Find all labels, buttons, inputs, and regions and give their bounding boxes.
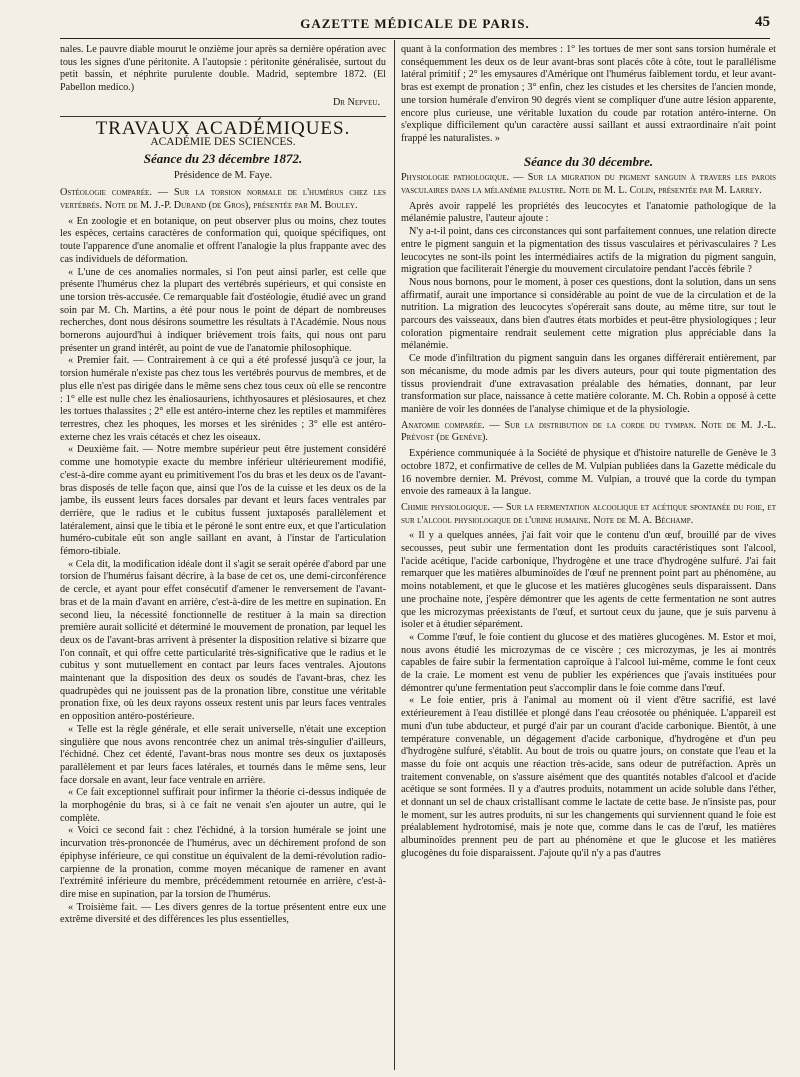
paragraph: Expérience communiquée à la Société de physique et d'histoire naturelle de Genève le 3 octobre 1872, et confirmative de celles de M. Vulpian publiées dans la Gazette médicale du 16 novembre dernier. M. Prévost, comme M. Vulpian, a trouvé que la corde du tympan envoie des rameaux à la langue.: [401, 448, 776, 498]
paragraph: « L'une de ces anomalies normales, si l'on peut ainsi parler, est celle que présente l'humérus chez la plupart des vertébrés supérieurs, et qui consiste en une torsion très-accusée. Ce remarquable fait d'ostéologie, étudié avec un grand soin par M. Ch. Martins, a été pour nous le point de départ de nombreuses recherches, dont nous désirons soumettre les résultats à l'Académie. Nous nous bornerons aujourd'hui à indiquer brièvement trois faits, qui nous ont paru présenter un grand intérêt, au point de vue de l'anatomie philosophique.: [60, 266, 386, 354]
column-divider: [394, 40, 395, 1070]
journal-title: GAZETTE MÉDICALE DE PARIS.: [300, 16, 530, 31]
article-heading: Chimie physiologique. — Sur la fermentation alcoolique et acétique spontanée du foie, et sur l'alcool physiologique de l'urine humaine. Note de M. A. Béchamp.: [401, 501, 776, 526]
paragraph: « Premier fait. — Contrairement à ce qui a été professé jusqu'à ce jour, la torsion humérale n'existe pas chez tous les vertébrés pourvus de membres, et de plus elle n'est pas dirigée dans le même sens chez tous ceux où elle se rencontre : 1° elle est nulle chez les énaliosauriens, ichthyosaures et plésiosaures, et chez les tortues thalassites ; 2° elle est antéro-interne chez les reptiles et mammifères terrestres, chez les phoques, les morses et les sirénides ; 3° elle est antéro-externe chez les vrais cétacés et chez les oiseaux.: [60, 355, 386, 443]
paragraph: « Telle est la règle générale, et elle serait universelle, n'était une exception singulière que nous avons rencontrée chez un animal très-singulier d'ailleurs, l'échidné. Chez cet édenté, l'avant-bras nous montre ses deux os juxtaposés parallèlement et par leurs faces latérales, et tournés dans le même sens, leur face dorsale en avant, leur face ventrale en arrière.: [60, 723, 386, 786]
paragraph: « Deuxième fait. — Notre membre supérieur peut être justement considéré comme une homotypie exacte du membre inférieur ultérieurement modifié, c'est-à-dire comme ayant eu primitivement l'os du bras et les deux os de l'avant-bras disposés de telle façon que, ainsi que l'os de la cuisse et les deux os de la jambe, ils eussent leurs faces dorsales par devant et leurs faces ventrales par derrière, que le radius et le cubitus fussent juxtaposés parallèlement et latéralement, ainsi que le tibia et le péroné le sont entre eux, et que l'articulation huméro-cubitale eût son angle saillant en avant, à l'instar de l'articulation fémoro-tibiale.: [60, 444, 386, 558]
seance-heading: Séance du 23 décembre 1872.: [143, 150, 303, 166]
paragraph: « En zoologie et en botanique, on peut observer plus ou moins, chez toutes les espèces, certains caractères de conformation qui, quoique spécifiques, ont toute l'apparence d'une anomalie et offrent l'analogie la plus frappante avec des cas individuels de déformation.: [60, 215, 386, 265]
author-signature: Dr Nepveu.: [332, 96, 380, 108]
paragraph: N'y a-t-il point, dans ces circonstances qui sont parfaitement connues, une relation directe entre le pigment sanguin et la pigmentation des tissus vasculaires et périvasculaires ? Les leucocytes ne sont-ils point les intermédiaires actifs de la migration du pigment sanguin, migration que faciliterait l'énergie du mouvement circulatoire pendant l'accès fébrile ?: [401, 226, 776, 276]
academy-heading: ACADÉMIE DES SCIENCES.: [150, 136, 296, 149]
section-divider: [60, 116, 386, 117]
right-column: [401, 44, 776, 1074]
article-heading: Anatomie comparée. — Sur la distribution de la corde du tympan. Note de M. J.-L. Prévost (de Genève).: [401, 419, 776, 444]
paragraph: « Cela dit, la modification idéale dont il s'agit se serait opérée d'abord par une torsion de l'humérus faisant décrire, à la base de cet os, une demi-circonférence de cercle, et ayant pour effet consécutif d'amener le renversement de l'avant-bras et de la main d'avant en arrière, c'est-à-dire de les mettre en supination. En second lieu, la nécessité fonctionnelle de restituer à la main sa direction première aurait sollicité et déterminé le mouvement de pronation, par lequel les deux os de l'avant-bras arrivent à présenter la disposition relative si bizarre que l'on connaît, et qui offre cette particularité très-significative que le radius et le cubitus y sont mutuellement en contact par leurs faces ventrales. Ajoutons maintenant que la disposition des deux os soudés de l'avant-bras, chez les quadrupèdes qui ne jouissent pas de la pronation libre, constitue une véritable pronation fixe, où les deux rayons osseux restent unis par leurs faces ventrales en opposition antéro-postérieure.: [60, 558, 386, 723]
section-title: TRAVAUX ACADÉMIQUES.: [95, 117, 351, 139]
seance-heading: Séance du 30 décembre.: [523, 153, 654, 169]
paragraph: « Le foie entier, pris à l'animal au moment où il vient d'être sacrifié, est lavé extérieurement à l'eau distillée et plongé dans l'eau créosotée ou phéniquée. L'appareil est muni d'un tube abducteur, et purgé d'air par un courant d'acide carbonique. Bientôt, à une température convenable, un dégagement d'acide carbonique, d'hydrogène et d'un peu d'hydrogène sulfuré, s'établit. Au bout de trois ou quatre jours, on constate que l'eau et la masse du foie ont acquis une réaction très-acide, sans odeur de putréfaction. Après un traitement convenable, on s'assure aisément que des quantités notables d'alcool et d'acide acétique se sont formées. Il y a d'autres produits, notamment un acide soluble dans l'éther, et donnant un sel de chaux cristallisant comme le lactate de cette base. Je n'insiste pas, pour le moment, sur les autres produits, ni sur les changements qui surviennent quand le foie est préalablement hydrotomisé, mais je note que, comme dans le cas de l'œuf, les matières albuminoïdes prennent peu de part au phénomène et que le glucose et les matières glucogènes du foie disparaissent. J'ajoute qu'il n'y a pas d'autres: [401, 695, 776, 859]
paragraph: Après avoir rappelé les propriétés des leucocytes et l'anatomie pathologique de la mélanémie palustre, l'auteur ajoute :: [401, 200, 776, 225]
paragraph: « Il y a quelques années, j'ai fait voir que le contenu d'un œuf, brouillé par de vives secousses, peut subir une fermentation dont les produits caractéristiques sont l'alcool, l'acide acétique, l'acide carbonique, l'hydrogène et une trace d'hydrogène sulfuré. J'ai fait remarquer que les matières albuminoïdes de l'œuf ne prennent point part au phénomène, au moins notablement, et que le glucose et les matières glucogènes seuls disparaissent. Dans une prochaine note, j'espère démontrer que les agents de cette fermentation ne sont autres que les microzymas préexistants de l'œuf, et surtout ceux du jaune, que je suis parvenu à isoler et à étudier séparément.: [401, 530, 776, 631]
paragraph: Nous nous bornons, pour le moment, à poser ces questions, dont la solution, dans un sens affirmatif, aurait une importance si considérable au point de vue de la circulation et de la nutrition. La migration des leucocytes s'opérerait sans doute, au même titre, sur tout le parcours des vaisseaux, dans bien d'autres états morbides et peut-être physiologiques ; leur coloration pigmentaire rendrait seulement cette migration plus appréciable dans la mélanémie.: [401, 276, 776, 352]
article-heading: Physiologie pathologique. — Sur la migration du pigment sanguin à travers les parois vasculaires dans la mélanémie palustre. Note de M. L. Colin, présentée par M. Larrey.: [401, 172, 776, 197]
opening-paragraph: nales. Le pauvre diable mourut le onzième jour après sa dernière opération avec tous les signes d'une péritonite. A l'autopsie : péritonite généralisée, surtout du petit bassin, et néphrite purulente double. Madrid, septembre 1872. (El Pabellon medico.): [60, 44, 386, 94]
paragraph: « Troisième fait. — Les divers genres de la tortue présentent entre eux une extrême diversité et des différences les plus essentielles,: [60, 901, 386, 926]
left-column: [60, 44, 386, 1074]
paragraph: « Voici ce second fait : chez l'échidné, à la torsion humérale se joint une incurvation très-prononcée de l'humérus, avec un déchirement profond de son épiphyse inférieure, ce qui constitue un équivalent de la demi-révolution radio-carpienne de la pronation, comme moyen mécanique de ramener en avant l'extrémité inférieure du membre, précédemment retournée en arrière, c'est-à-dire mise en supination, par la torsion de l'humérus.: [60, 825, 386, 900]
paragraph: « Comme l'œuf, le foie contient du glucose et des matières glucogènes. M. Estor et moi, nous avons étudié les microzymas de ce viscère ; ces microzymas, je les ai montrés capables de faire subir la fermentation caproïque à l'alcool lui-même, comme le font ceux de la craie. Le moment est venu de publier les expériences que j'avais instituées pour démontrer qu'une fermentation peut s'accomplir dans le foie comme dans l'œuf.: [401, 631, 776, 694]
paragraph: « Ce fait exceptionnel suffirait pour infirmer la théorie ci-dessus indiquée de la morphogénie du bras, si à ce fait ne venait s'en ajouter un autre, qui le complète.: [60, 787, 386, 824]
page-number: 45: [755, 14, 770, 30]
paragraph: Ce mode d'infiltration du pigment sanguin dans les organes différerait entièrement, par son mécanisme, du mode admis par les divers auteurs, pour qui toute pigmentation des tissus proviendrait d'une extravasation préalable des hématies, donnant, par leur transformation sur place, naissance à cette matière colorante. M. Ch. Robin a opposé à cette manière de voir les données de l'analyse chimique et de la physiologie.: [401, 353, 776, 415]
continued-paragraph: quant à la conformation des membres : 1° les tortues de mer sont sans torsion humérale et conséquemment les deux os de leur avant-bras sont placés côte à côte, tout le parallélisme latéral primitif ; 2° les emysaures d'Amérique ont l'humérus faiblement tordu, et leur avant-bras est exempt de pronation ; 3° enfin, chez les cistudes et les chersites de l'ancien monde, une torsion humérale d'environ 90 degrés vient se compliquer d'une autre lésion apparente, encore plus curieuse, une véritable luxation du coude par rotation antéro-interne. On s'explique difficilement qu'un caractère aussi saillant et aussi extraordinaire n'ait point frappé les naturalistes. »: [401, 44, 776, 144]
presidence-line: Présidence de M. Faye.: [173, 169, 273, 181]
article-heading: Ostéologie comparée. — Sur la torsion normale de l'humérus chez les vertébrés. Note de M. J.-P. Durand (de Gros), présentée par M. Bouley.: [60, 187, 386, 212]
page-header: [60, 10, 770, 39]
